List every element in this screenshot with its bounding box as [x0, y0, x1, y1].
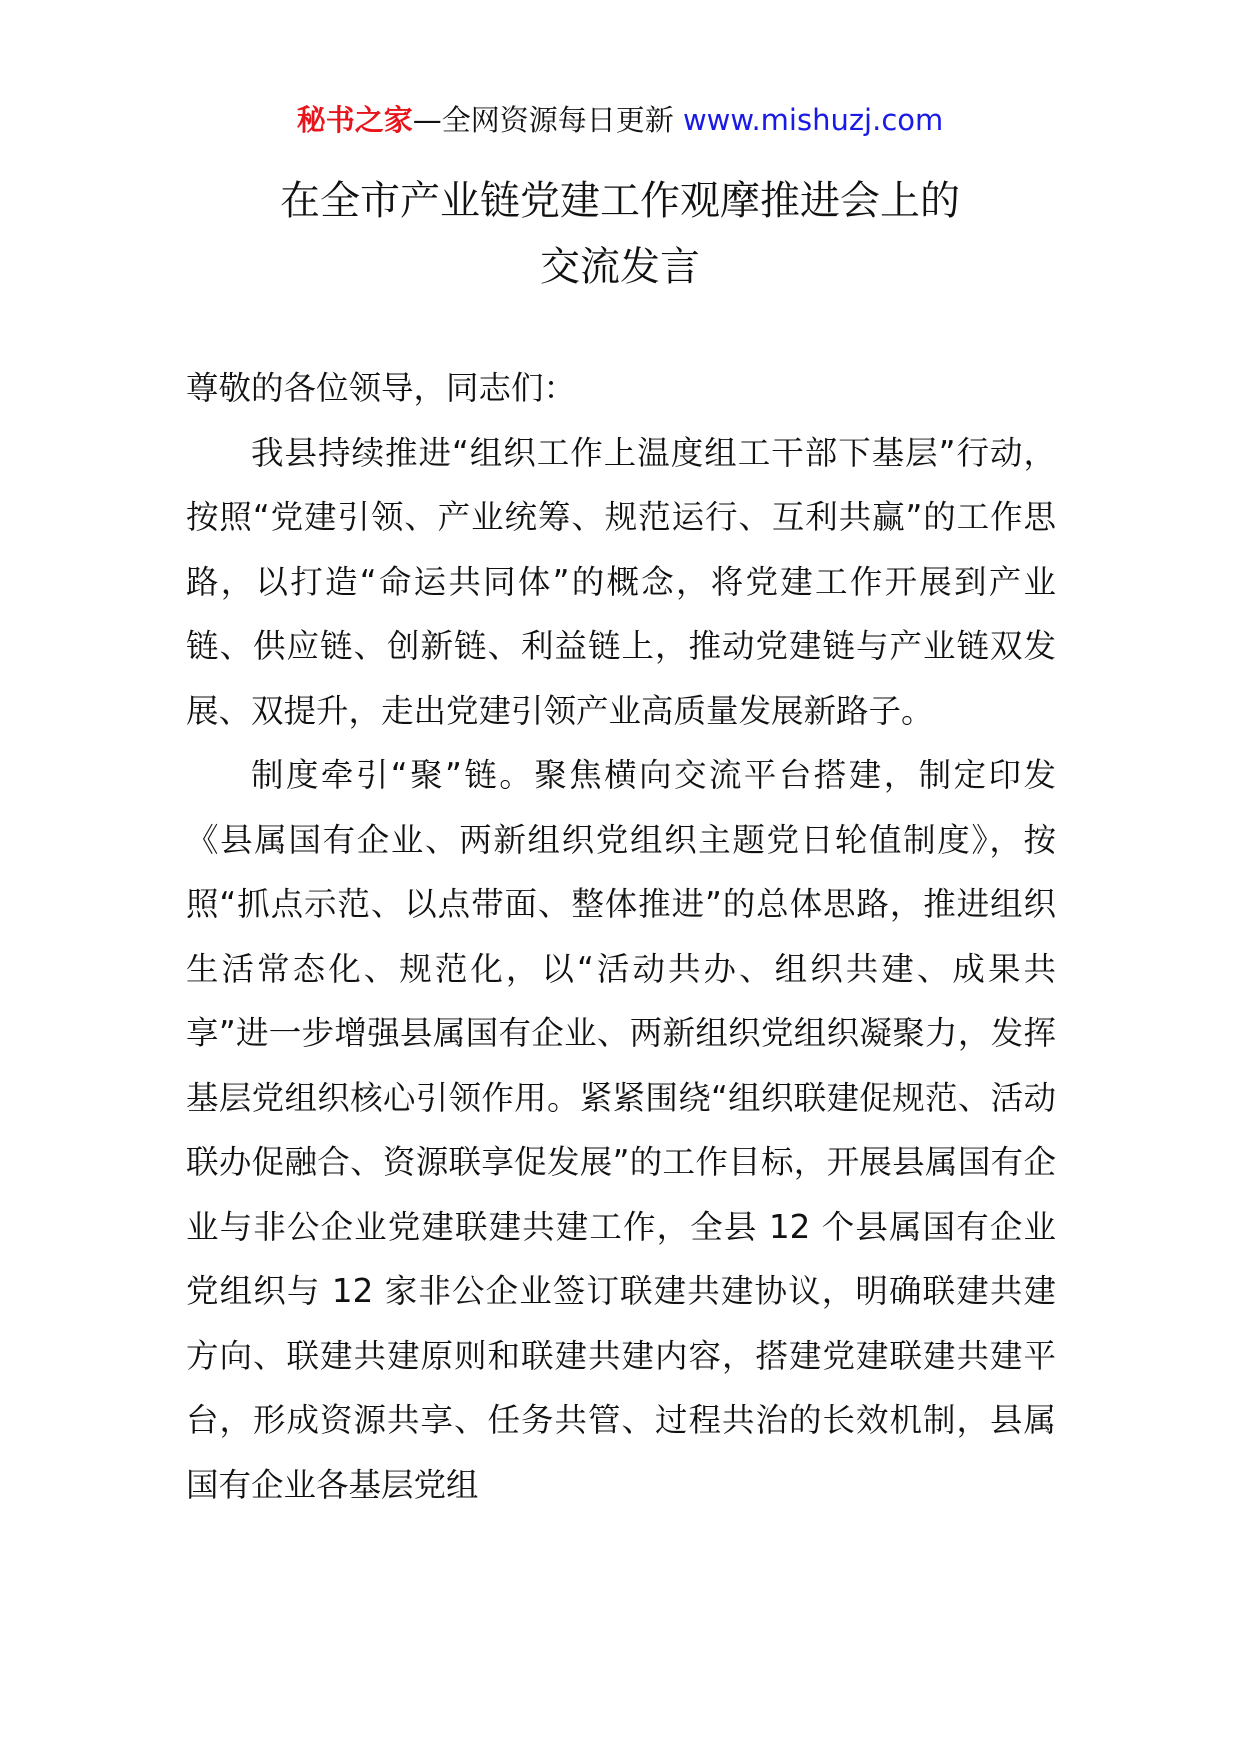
site-header — [0, 100, 1240, 140]
site-tagline: —全网资源每日更新 — [412, 103, 683, 137]
document-body — [186, 356, 1056, 1517]
brand-name: 秘书之家 — [296, 103, 413, 137]
body-paragraph-institution: 制度牵引“聚”链。聚焦横向交流平台搭建，制定印发《县属国有企业、两新组织党组织主题党日轮值制度》，按照“抓点示范、以点带面、整体推进”的总体思路，推进组织生活常态化、规范化，以“活动共办、组织共建、成果共享”进一步增强县属国有企业、两新组织党组织凝聚力，发挥基层党组织核心引领作用。紧紧围绕“组织联建促规范、活动联办促融合、资源联享促发展”的工作目标，开展县属国有企业与非公企业党建联建共建工作，全县 12 个县属国有企业党组织与 12 家非公企业签订联建共建协议，明确联建共建方向、联建共建原则和联建共建内容，搭建党建联建共建平台，形成资源共享、任务共管、过程共治的长效机制，县属国有企业各基层党组 — [186, 756, 1056, 1504]
salutation: 尊敬的各位领导，同志们： — [186, 369, 577, 407]
title-line-1: 在全市产业链党建工作观摩推进会上的 — [280, 178, 960, 224]
document-title — [0, 168, 1240, 300]
title-line-2: 交流发言 — [540, 244, 700, 290]
site-url-link[interactable]: www.mishuzj.com — [682, 103, 944, 137]
body-paragraph-intro: 我县持续推进“组织工作上温度组工干部下基层”行动，按照“党建引领、产业统筹、规范运行、互利共赢”的工作思路，以打造“命运共同体”的概念，将党建工作开展到产业链、供应链、创新链、利益链上，推动党建链与产业链双发展、双提升，走出党建引领产业高质量发展新路子。 — [186, 433, 1056, 730]
